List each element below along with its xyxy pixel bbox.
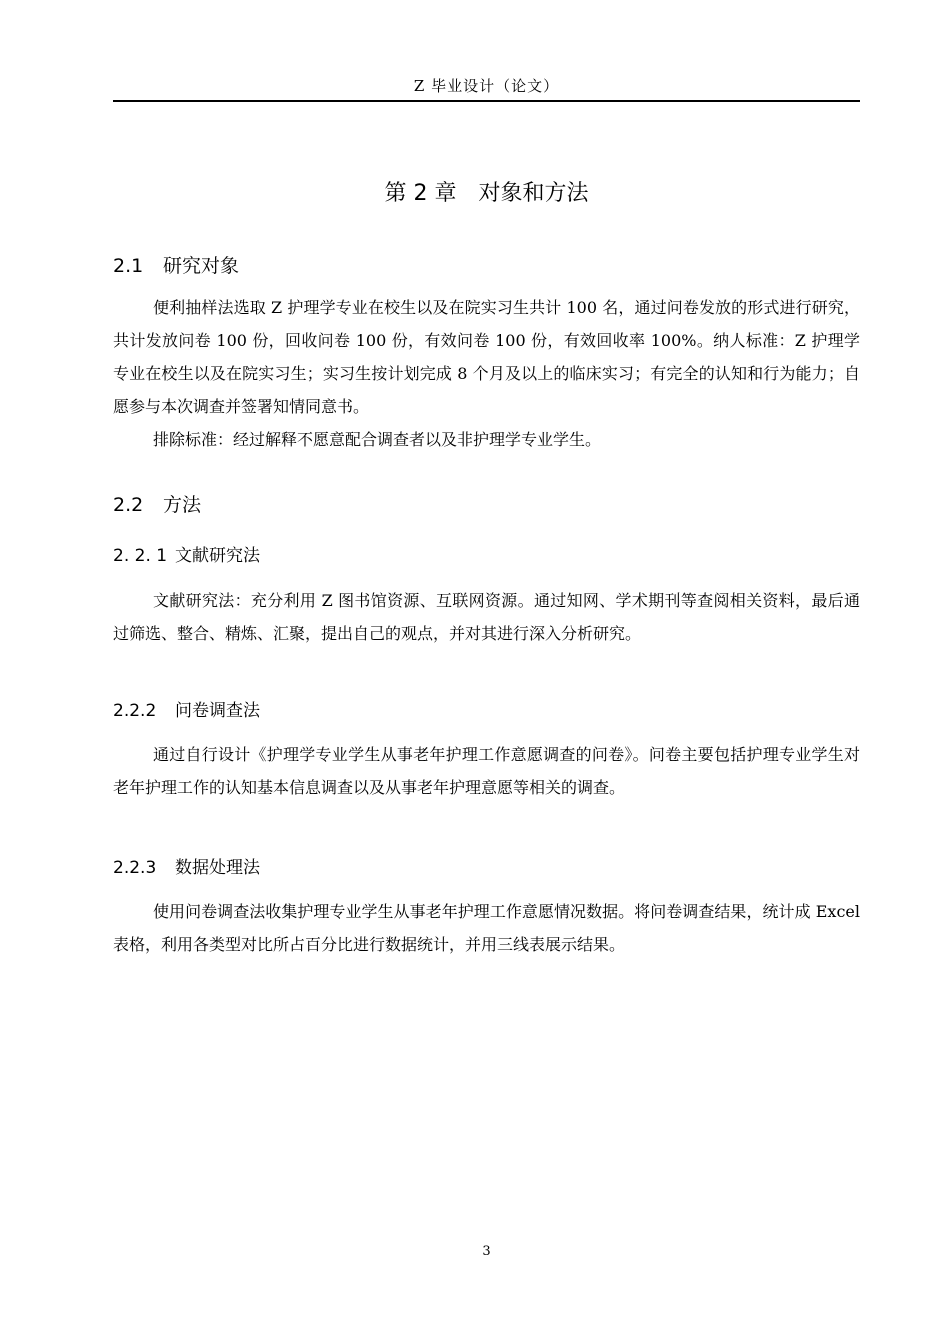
subsection-heading-2-2-2: [113, 698, 260, 724]
subsection-number: 2.2.3: [113, 858, 157, 878]
subsection-number: 2.2.2: [113, 701, 157, 721]
paragraph-exclusion: 排除标准：经过解释不愿意配合调查者以及非护理学专业学生。: [153, 430, 602, 449]
paragraph-questionnaire-method: 通过自行设计《护理学专业学生从事老年护理工作意愿调查的问卷》。问卷主要包括护理专业学生对老年护理工作的认知基本信息调查以及从事老年护理意愿等相关的调查。: [113, 745, 860, 797]
section-title: 方法: [163, 494, 202, 516]
page-header: Z 毕业设计（论文）: [413, 77, 560, 95]
subsection-heading-2-2-1: [113, 543, 260, 569]
paragraph-data-processing: 使用问卷调查法收集护理专业学生从事老年护理工作意愿情况数据。将问卷调查结果，统计成 Excel 表格，利用各类型对比所占百分比进行数据统计，并用三线表展示结果。: [113, 902, 860, 954]
section-title: 研究对象: [163, 255, 240, 277]
subsection-title: 数据处理法: [175, 858, 260, 878]
paragraph-literature-method: 文献研究法：充分利用 Z 图书馆资源、互联网资源。通过知网、学术期刊等查阅相关资料，最后通过筛选、整合、精炼、汇聚，提出自己的观点，并对其进行深入分析研究。: [113, 591, 860, 643]
section-number: 2.2: [113, 494, 144, 516]
subsection-title: 问卷调查法: [175, 701, 260, 721]
subsection-number: 2. 2. 1: [113, 546, 168, 566]
section-number: 2.1: [113, 255, 144, 277]
subsection-title: 文献研究法: [175, 546, 260, 566]
page-number: 3: [482, 1244, 491, 1259]
section-heading-2-1: [113, 252, 239, 280]
header-rule: [113, 100, 860, 102]
chapter-title: 第 2 章 对象和方法: [384, 181, 589, 206]
subsection-heading-2-2-3: [113, 855, 260, 881]
section-heading-2-2: [113, 491, 201, 519]
paragraph-subjects: 便利抽样法选取 Z 护理学专业在校生以及在院实习生共计 100 名，通过问卷发放的形式进行研究，共计发放问卷 100 份，回收问卷 100 份，有效问卷 100 份，有效回收率 100%。纳人标准：Z 护理学专业在校生以及在院实习生；实习生按计划完成 8 个月及以上的临床实习；有完全的认知和行为能力；自愿参与本次调查并签署知情同意书。: [113, 298, 860, 416]
